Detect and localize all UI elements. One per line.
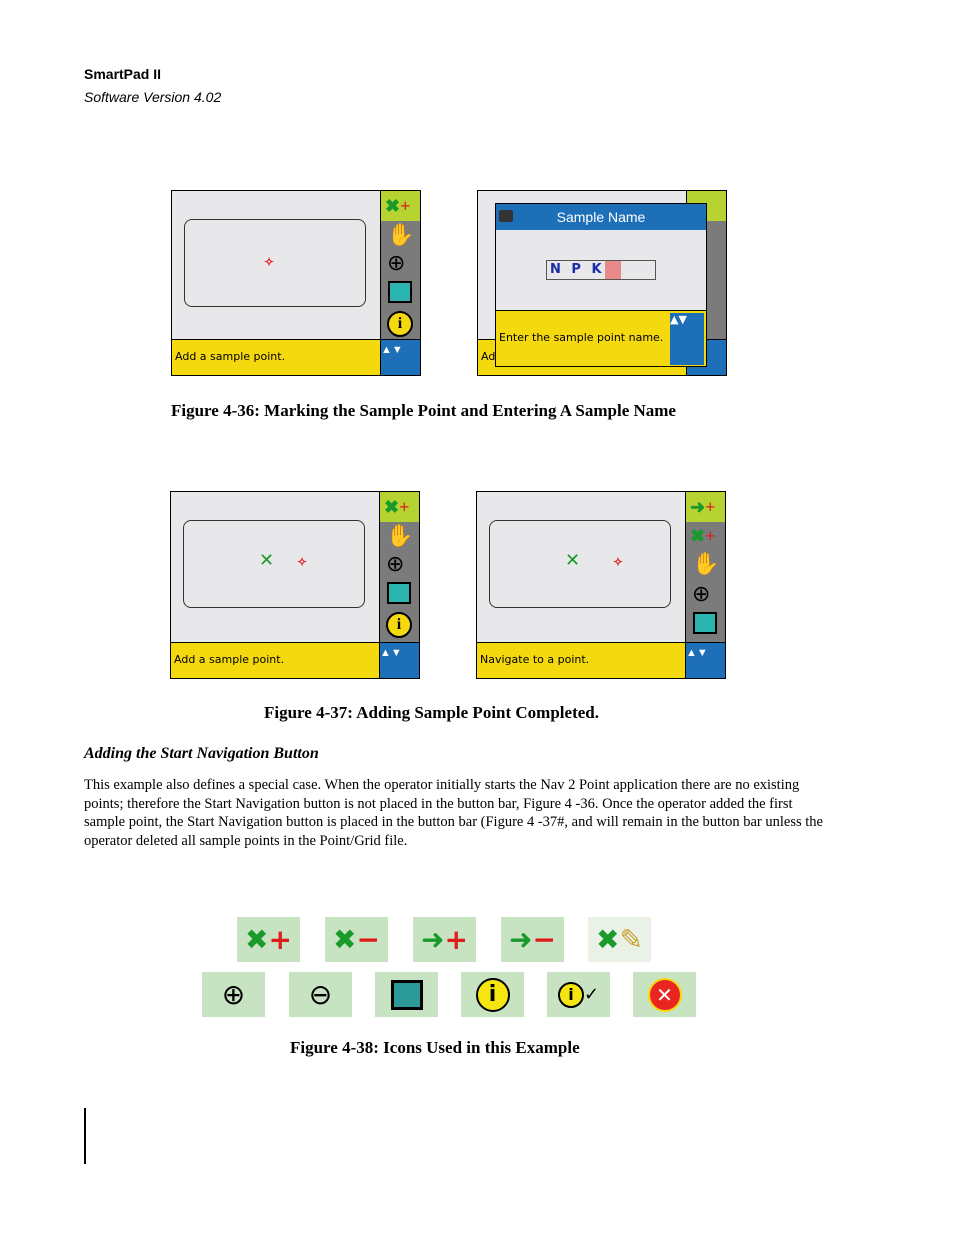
field-boundary xyxy=(184,219,366,307)
figure-36-caption: Figure 4-36: Marking the Sample Point and Entering A Sample Name xyxy=(171,401,676,420)
remove-navigation-icon: ➜ − xyxy=(501,917,564,962)
pan-hand-icon[interactable]: ✋ xyxy=(387,222,415,247)
add-point-icon[interactable]: ✖+ xyxy=(690,526,716,546)
info-check-icon: i ✓ xyxy=(547,972,610,1017)
figure-38-caption: Figure 4-38: Icons Used in this Example xyxy=(290,1038,580,1057)
zoom-in-icon[interactable]: ⊕ xyxy=(387,250,406,275)
full-extent-icon[interactable] xyxy=(387,582,411,604)
button-bar xyxy=(685,492,725,678)
sample-pin-icon: ✧ xyxy=(297,555,308,569)
edit-point-icon: ✖ ✎ xyxy=(588,917,651,962)
figure-36-left-screen xyxy=(171,190,421,376)
add-point-icon[interactable]: ✖+ xyxy=(385,196,411,216)
zoom-in-icon[interactable]: ⊕ xyxy=(386,551,405,576)
keyboard-icon xyxy=(499,210,513,222)
cancel-icon: ✕ xyxy=(633,972,696,1017)
sample-pin-icon: ✧ xyxy=(613,555,624,569)
zoom-out-icon: ⊖ xyxy=(289,972,352,1017)
sample-name-value: N P K xyxy=(550,262,605,277)
header-title: SmartPad II xyxy=(84,66,162,82)
nav-arrows-icon[interactable]: ▲▼ xyxy=(380,642,419,678)
header-subtitle: Software Version 4.02 xyxy=(84,89,222,105)
delete-point-icon: ✖ − xyxy=(325,917,388,962)
info-icon[interactable]: i xyxy=(387,311,413,337)
sample-pin-icon: ✧ xyxy=(264,255,275,269)
status-bar: Navigate to a point. xyxy=(477,642,686,678)
info-icon[interactable]: i xyxy=(386,612,412,638)
dialog-prompt: Enter the sample point name. xyxy=(499,331,664,344)
section-heading: Adding the Start Navigation Button xyxy=(84,745,319,762)
figure-37-right-screen xyxy=(476,491,726,679)
start-navigation-icon[interactable]: ➜+ xyxy=(690,497,716,517)
pan-hand-icon[interactable]: ✋ xyxy=(692,551,720,576)
button-bar xyxy=(380,191,420,375)
button-bar xyxy=(379,492,419,678)
status-bar: Add a sample point. xyxy=(172,339,381,375)
dialog-nav-arrows-icon[interactable]: ▲▼ xyxy=(670,313,704,365)
full-extent-icon xyxy=(375,972,438,1017)
pan-hand-icon[interactable]: ✋ xyxy=(386,523,414,548)
sample-name-input[interactable] xyxy=(546,260,656,280)
full-extent-icon[interactable] xyxy=(388,281,412,303)
sample-name-dialog xyxy=(495,203,707,367)
figure-37-left-screen xyxy=(170,491,420,679)
figure-37-caption: Figure 4-37: Adding Sample Point Completed. xyxy=(264,703,599,722)
info-icon: i xyxy=(461,972,524,1017)
full-extent-icon[interactable] xyxy=(693,612,717,634)
add-navigation-icon: ➜ + xyxy=(413,917,476,962)
nav-arrows-icon[interactable]: ▲▼ xyxy=(686,642,725,678)
sample-point-x-icon: ✕ xyxy=(259,550,275,571)
dialog-title: Sample Name xyxy=(556,209,646,225)
sample-point-x-icon: ✕ xyxy=(565,550,581,571)
zoom-in-icon: ⊕ xyxy=(202,972,265,1017)
add-point-icon[interactable]: ✖+ xyxy=(384,497,410,517)
figure-36-right-screen xyxy=(477,190,727,376)
add-point-icon: ✖ + xyxy=(237,917,300,962)
nav-arrows-icon[interactable]: ▲▼ xyxy=(381,339,420,375)
status-bar: Ad xyxy=(478,339,687,375)
change-bar xyxy=(84,1108,86,1164)
status-bar: Add a sample point. xyxy=(171,642,380,678)
text-cursor xyxy=(605,261,621,279)
dialog-footer xyxy=(496,310,706,366)
zoom-in-icon[interactable]: ⊕ xyxy=(692,581,711,606)
section-paragraph: This example also defines a special case. When the operator initially starts the Nav 2 Point application there are no existing points; therefore the Start Navigation button is not placed in the button bar, Figure 4 -36. Once the operator added the first sample point, the Start Navigation button is placed in the button bar (Figure 4 -37#, and will remain in the button bar unless the operator deleted all sample points in the Point/Grid file. xyxy=(84,777,823,849)
